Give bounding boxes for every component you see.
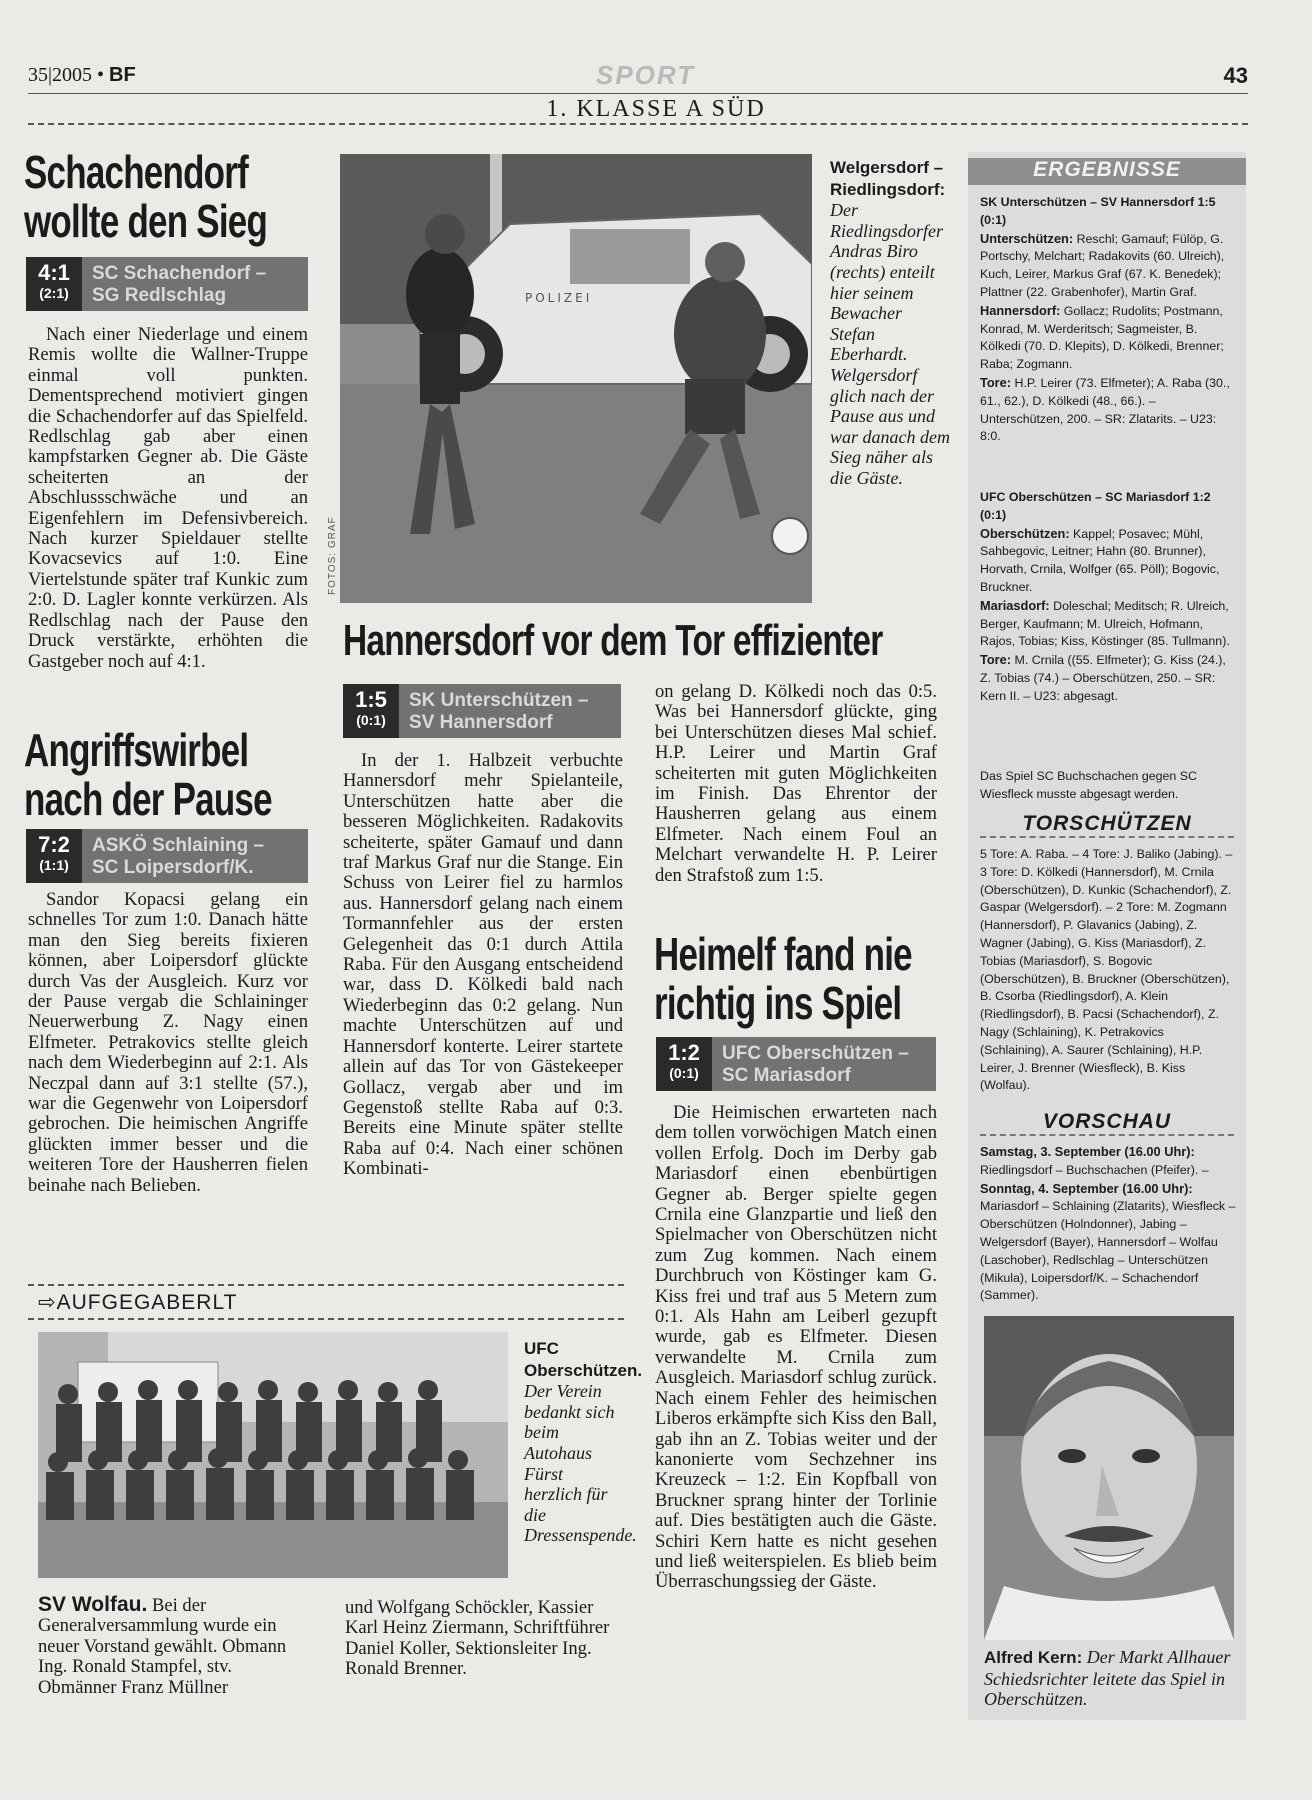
- torschuetzen-title: TORSCHÜTZEN: [980, 812, 1234, 838]
- match-photo-image: [340, 154, 812, 603]
- wolfau-item-col2: und Wolfgang Schöckler, Kassier Karl Heinz Ziermann, Schriftführer Daniel Koller, Sektionsleiter Ing. Ronald Brenner.: [345, 1597, 610, 1680]
- header-dashed-rule: [28, 123, 1248, 125]
- article1-score-box: 4:1 (2:1) SC Schachendorf – SG Redlschlag: [26, 257, 308, 311]
- result2: UFC Oberschützen – SC Mariasdorf 1:2 (0:1) Oberschützen: Kappel; Posavec; Mühl, Sahbegovic, Leitner; Hahn (80. Brunner), Horvath, Crnila, Wolfger (65. Pöll); Bogovic, Bruckner. Mariasdorf: Doleschal; Meditsch; R. Ulreich, Berger, Kaufmann; M. Ulreich, Hofmann, Rajos, Tobias; Kiss, Köstinger (85. Tullmann). Tore: M. Crnila ((55. Elfmeter); G. Kiss (24.), Z. Tobias (74.) – Oberschützen, 250. – SR: Kern II. – U23: abgesagt.: [980, 489, 1236, 706]
- match-photo-caption: Welgersdorf – Riedlingsdorf: Der Riedlingsdorfer Andras Biro (rechts) enteilt hier seinem Bewacher Stefan Eberhardt. Welgersdorf glich nach der Pause aus und war danach dem Sieg näher als die Gäste.: [830, 158, 950, 488]
- article3-score-box: 1:5 (0:1) SK Unterschützen – SV Hannersdorf: [343, 684, 621, 738]
- league-title: 1. KLASSE A SÜD: [546, 96, 766, 122]
- result1-title: SK Unterschützen – SV Hannersdorf 1:5 (0:1): [980, 195, 1216, 227]
- article2-halftime: (1:1): [39, 857, 69, 873]
- article2-body: Sandor Kopacsi gelang ein schnelles Tor zum 1:0. Danach hätte man den Sieg bereits fixieren können, aber Loipersdorf glückte durch Vas der Ausgleich. Kurz vor der Pause vergab die Schlaininger Neuerwerbung Z. Nagy einen Elfmeter. Petrakovics stellte gleich nach dem Wiederbeginn auf 2:1. Als Neczpal dann auf 3:1 stellte (57.), war die Gegenwehr von Loipersdorf gebrochen. Die heimischen Angriffe glückten immer besser und die weiteren Tore der Hausherren fielen beinahe nach Belieben.: [28, 889, 308, 1196]
- section-title: SPORT: [596, 60, 696, 90]
- vorschau-title: VORSCHAU: [980, 1110, 1234, 1136]
- result1: SK Unterschützen – SV Hannersdorf 1:5 (0:1) Unterschützen: Reschl; Gamauf; Fülöp, G. Portschy, Melchart; Radakovits (60. Ulreich), Kuch, Leirer, Markus Graf (67. K. Benedek); Plattner (22. Grabenhofer), Martin Graf. Hannersdorf: Gollacz; Rudolits; Postmann, Konrad, M. Werderitsch; Sagmeister, B. Kölkedi (70. D. Klepits), D. Kölkedi, Brenner; Raba; Zogmann. Tore: H.P. Leirer (73. Elfmeter); A. Raba (30., 61., 62.), D. Kölkedi (48., 66.). – Unterschützen, 200. – SR: Zlatarits. – U23: 8:0.: [980, 194, 1236, 446]
- issue-info: 35|2005 • BF: [28, 64, 136, 86]
- article3-headline: Hannersdorf vor dem Tor effizienter: [343, 616, 883, 665]
- aufgegaberlt-label: ⇨AUFGEGABERLT: [38, 1291, 238, 1314]
- article2-score-box: 7:2 (1:1) ASKÖ Schlaining – SC Loipersdorf/K.: [26, 829, 308, 883]
- article4-headline: Heimelf fand nie richtig ins Spiel: [654, 928, 912, 1029]
- header-rule: [28, 93, 1248, 94]
- arrow-icon: ⇨: [38, 1291, 57, 1314]
- article4-score-box: 1:2 (0:1) UFC Oberschützen – SC Mariasdorf: [656, 1037, 936, 1091]
- match-photo: [340, 154, 812, 603]
- wolfau-item-col1: SV Wolfau. Bei der Generalversammlung wurde ein neuer Vorstand gewählt. Obmann Ing. Ronald Stampfel, stv. Obmänner Franz Müllner: [38, 1593, 287, 1698]
- article2-headline: Angriffswirbel nach der Pause: [24, 724, 272, 825]
- aufgegaberlt-top-rule: [28, 1284, 624, 1286]
- vorschau-list: Samstag, 3. September (16.00 Uhr): Riedlingsdorf – Buchschachen (Pfeifer). – Sonntag, 4. September (16.00 Uhr): Mariasdorf – Schlaining (Zlatarits), Wiesfleck – Oberschützen (Holndonner), Jabing – Welgersdorf (Bayer), Hannersdorf – Wolfau (Laschober), Redlschlag – Unterschützen (Mikula), Loipersdorf/K. – Schachendorf (Sammer).: [980, 1144, 1236, 1303]
- article1-body: Nach einer Niederlage und einem Remis wollte die Wallner-Truppe einmal voll punkten. Dementsprechend motiviert gingen die Schachendorfer auf das Spielfeld. Redlschlag gab aber einen kampfstarken Gegner ab. Die Gäste scheiterten an der Abschlussschwäche und an Eigenfehlern im Defensivbereich. Nach kurzer Spieldauer stellte Kovacsevics auf 1:0. Eine Viertelstunde später traf Kunkic zum 2:0. D. Lagler konnte verkürzen. Als Redlschlag nach der Pause den Druck verstärkte, erhöhten die Gastgeber noch auf 4:1.: [28, 324, 308, 672]
- article1-score: 4:1: [38, 260, 70, 285]
- polizei-label: POLIZEI: [525, 291, 593, 305]
- team-photo: [38, 1332, 508, 1578]
- torschuetzen-list: 5 Tore: A. Raba. – 4 Tore: J. Baliko (Jabing). – 3 Tore: D. Kölkedi (Hannersdorf), M. Crnila (Oberschützen), D. Kunkic (Schachendorf), Z. Gaspar (Welgersdorf). – 2 Tore: M. Zogmann (Hannersdorf), P. Glavanics (Jabing), Z. Wagner (Jabing), G. Kiss (Mariasdorf), Z. Tobias (Mariasdorf), S. Bogovic (Oberschützen), B. Bruckner (Oberschützen), B. Csorba (Riedlingsdorf), A. Klein (Riedlingsdorf), B. Pacsi (Schachendorf), Z. Nagy (Schlaining), K. Petrakovics (Schlaining), A. Saurer (Schlaining), H.P. Leirer, J. Brenner (Wiesfleck), B. Kiss (Wolfau).: [980, 847, 1233, 1093]
- article1-halftime: (2:1): [39, 285, 69, 301]
- team-photo-image: [38, 1332, 508, 1578]
- article4-score: 1:2: [668, 1040, 700, 1065]
- cancel-note: Das Spiel SC Buchschachen gegen SC Wiesfleck musste abgesagt werden.: [980, 769, 1197, 801]
- referee-caption-lead: Alfred Kern:: [984, 1648, 1083, 1667]
- article3-body-col2: on gelang D. Kölkedi noch das 0:5. Was bei Hannersdorf glückte, ging bei Unterschützen dieses Mal schief. H.P. Leirer und Martin Graf scheiterten mit guten Möglichkeiten im Finish. Das Ehrentor der Hausherren gelang aus einem Elfmeter. Nach einem Foul an Melchart verwandelte H. P. Leirer den Strafstoß zum 1:5.: [655, 681, 937, 886]
- article2-score: 7:2: [38, 832, 70, 857]
- article3-body-col1: In der 1. Halbzeit verbuchte Hannersdorf mehr Spielanteile, Unterschützen hatte aber die besseren Möglichkeiten. Radakovits scheiterte, später Gamauf und dann traf Markus Graf nur die Stange. Ein Schuss von Leirer fiel zu harmlos aus. Hannersdorf gelang nach einem Tormannfehler aus der ersten Gelegenheit das 0:1 durch Attila Raba. Für den Ausgang entscheidend war, dass D. Kölkedi bald nach Wiederbeginn das 0:2 gelang. Nun machte Unterschützen auf und Hannersdorf konterte. Leirer startete allein auf das Tor von Gästekeeper Gollacz, vergab aber und im Gegenstoß stellte Raba auf 0:3. Bereits eine Minute später stellte Raba auf 0:4. Nach einer schönen Kombinati-: [343, 750, 623, 1180]
- page-number: 43: [1223, 63, 1248, 88]
- wolfau-item-lead: SV Wolfau.: [38, 1593, 148, 1616]
- aufgegaberlt-bottom-rule: [28, 1318, 624, 1320]
- team-photo-caption: UFC Oberschützen. Der Verein bedankt sich beim Autohaus Fürst herzlich für die Dressenspende.: [524, 1339, 643, 1546]
- article3-halftime: (0:1): [356, 712, 386, 728]
- match-photo-caption-lead: Welgersdorf – Riedlingsdorf:: [830, 158, 946, 199]
- team-photo-caption-lead: UFC Oberschützen.: [524, 1339, 643, 1380]
- referee-caption: Alfred Kern: Der Markt Allhauer Schiedsrichter leitete das Spiel in Oberschützen.: [984, 1647, 1231, 1710]
- publication-name: BF: [109, 64, 136, 86]
- referee-portrait: [984, 1316, 1234, 1640]
- referee-portrait-image: [984, 1316, 1234, 1640]
- article1-headline: Schachendorf wollte den Sieg: [24, 146, 268, 247]
- photo-credit: FOTOS: GRAF: [327, 516, 338, 595]
- result2-title: UFC Oberschützen – SC Mariasdorf 1:2 (0:1): [980, 490, 1211, 522]
- article4-body: Die Heimischen erwarteten nach dem tollen vorwöchigen Match einen vollen Erfolg. Doch im Derby gab Mariasdorf einen ebenbürtigen Gegner ab. Berger spielte gegen Crnila eine Glanzpartie und ließ den Spielmacher von Oberschützen nicht zum Zug kommen. Nach einem Durchbruch von Köstinger kam G. Kiss frei und traf aus 5 Metern zum 0:1. Als Hahn am Leiberl gezupft wurde, gab es Elfmeter. Diesen verwandelte M. Crnila zum Ausgleich. Mariasdorf schlug zurück. Nach einem Fehler des heimischen Liberos erkämpfte sich Kiss den Ball, gab ihn an Z. Tobias weiter und der kanonierte vom Sechzehner ins Kreuzeck – 1:2. Ein Kopfball von Bruckner sprang hinter der Torlinie auf. Dies bestätigten auch die Gäste. Schiri Kern hatte es nicht gesehen und ließ weiterspielen. Es blieb beim Überraschungssieg der Gäste.: [655, 1102, 937, 1593]
- ergebnisse-title: ERGEBNISSE: [968, 158, 1246, 185]
- article3-score: 1:5: [355, 687, 387, 712]
- article4-halftime: (0:1): [669, 1065, 699, 1081]
